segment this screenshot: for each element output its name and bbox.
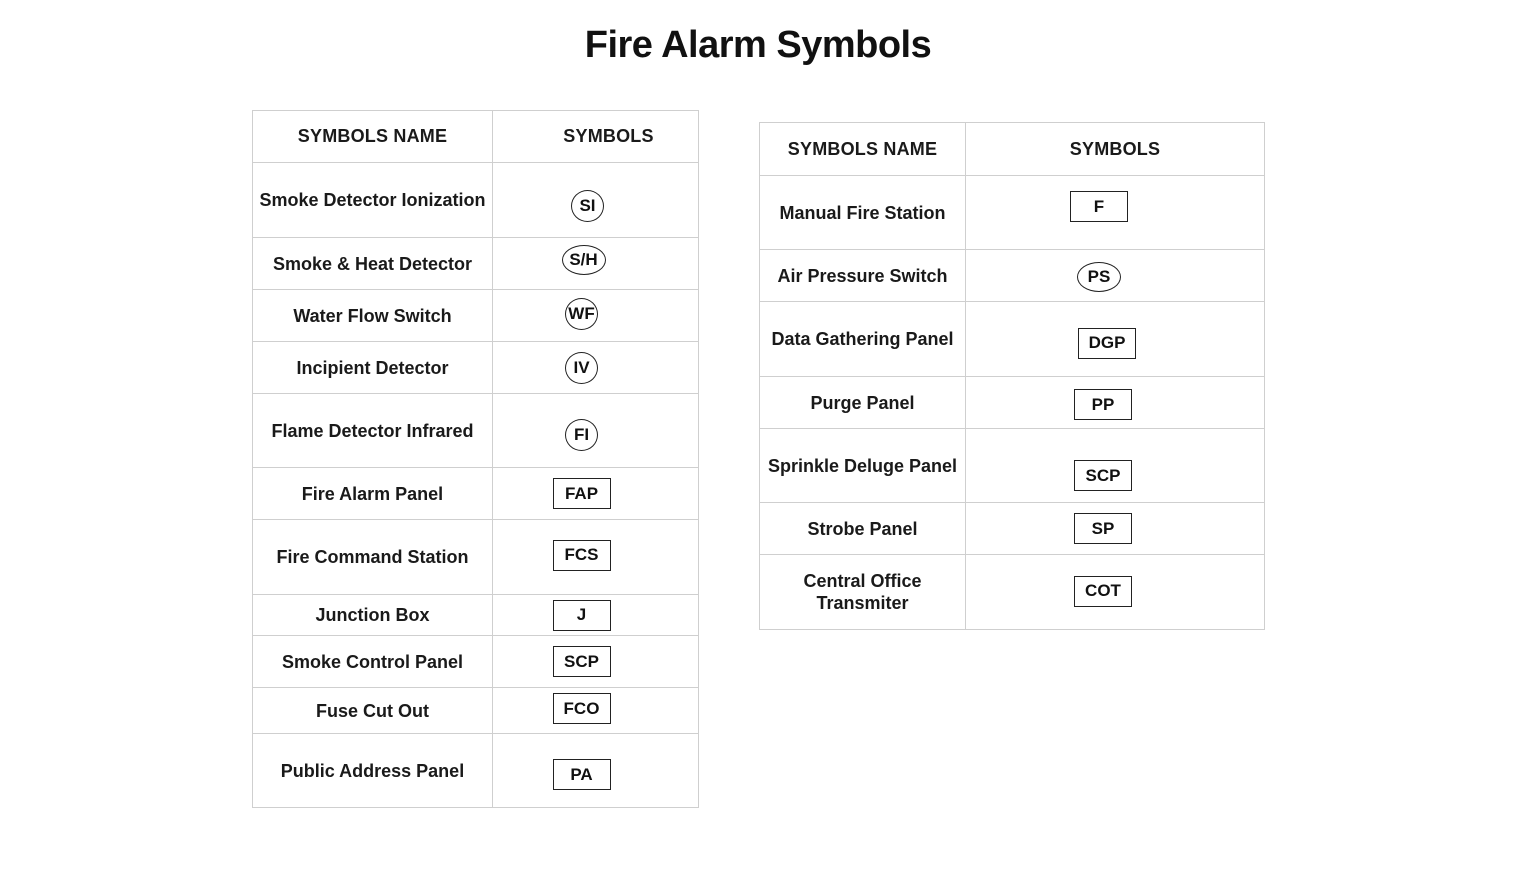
symbol-cell bbox=[966, 503, 1265, 555]
symbol-wrapper bbox=[565, 419, 598, 451]
symbol-name-cell: Data Gathering Panel bbox=[760, 302, 966, 377]
symbol-ellipse: S/H bbox=[562, 245, 606, 275]
symbol-box: J bbox=[553, 600, 611, 631]
symbol-name-cell: Strobe Panel bbox=[760, 503, 966, 555]
symbol-wrapper bbox=[1078, 328, 1136, 359]
symbol-box: SP bbox=[1074, 513, 1132, 544]
symbol-wrapper bbox=[553, 646, 611, 677]
symbol-box: F bbox=[1070, 191, 1128, 222]
symbol-ellipse: PS bbox=[1077, 262, 1121, 292]
symbol-wrapper bbox=[553, 540, 611, 571]
symbol-cell bbox=[966, 302, 1265, 377]
symbol-cell bbox=[966, 429, 1265, 503]
symbol-wrapper bbox=[562, 245, 606, 275]
symbol-cell bbox=[493, 394, 699, 468]
symbol-cell bbox=[493, 342, 699, 394]
table-row bbox=[253, 342, 699, 394]
table-row bbox=[253, 734, 699, 808]
right-symbols-table bbox=[759, 122, 1265, 630]
symbol-box: COT bbox=[1074, 576, 1132, 607]
header-symbols-name: SYMBOLS NAME bbox=[253, 111, 493, 163]
symbol-name-cell: Fire Alarm Panel bbox=[253, 468, 493, 520]
symbol-wrapper bbox=[1074, 460, 1132, 491]
page-title: Fire Alarm Symbols bbox=[584, 24, 932, 66]
symbol-cell bbox=[493, 163, 699, 238]
symbol-cell bbox=[966, 377, 1265, 429]
symbol-name-cell: Junction Box bbox=[253, 595, 493, 636]
symbol-wrapper bbox=[1077, 262, 1121, 292]
symbol-name-cell: Flame Detector Infrared bbox=[253, 394, 493, 468]
symbol-circle: SI bbox=[571, 190, 604, 222]
symbol-wrapper bbox=[1070, 191, 1128, 222]
table-row bbox=[253, 688, 699, 734]
symbol-name-cell: Public Address Panel bbox=[253, 734, 493, 808]
symbol-wrapper bbox=[1074, 513, 1132, 544]
symbol-cell bbox=[493, 734, 699, 808]
symbol-box: PP bbox=[1074, 389, 1132, 420]
symbol-box: FCO bbox=[553, 693, 611, 724]
symbol-box: SCP bbox=[553, 646, 611, 677]
symbol-name-cell: Central Office Transmiter bbox=[760, 555, 966, 630]
header-symbols-name: SYMBOLS NAME bbox=[760, 123, 966, 176]
symbol-cell bbox=[493, 468, 699, 520]
symbol-cell bbox=[966, 176, 1265, 250]
symbol-box: FAP bbox=[553, 478, 611, 509]
table-row bbox=[253, 636, 699, 688]
symbol-name-cell: Purge Panel bbox=[760, 377, 966, 429]
table-row bbox=[760, 555, 1265, 630]
table-row bbox=[253, 394, 699, 468]
symbol-name-cell: Manual Fire Station bbox=[760, 176, 966, 250]
left-symbols-table bbox=[252, 110, 699, 808]
table-row bbox=[760, 176, 1265, 250]
symbol-name-cell: Incipient Detector bbox=[253, 342, 493, 394]
symbol-circle: WF bbox=[565, 298, 598, 330]
table-row bbox=[760, 302, 1265, 377]
table-row bbox=[760, 429, 1265, 503]
symbol-wrapper bbox=[1074, 389, 1132, 420]
symbol-box: SCP bbox=[1074, 460, 1132, 491]
table-row bbox=[760, 503, 1265, 555]
symbol-name-cell: Fire Command Station bbox=[253, 520, 493, 595]
symbol-name-cell: Smoke Control Panel bbox=[253, 636, 493, 688]
symbol-name-cell: Fuse Cut Out bbox=[253, 688, 493, 734]
table-row bbox=[760, 250, 1265, 302]
symbol-cell bbox=[493, 520, 699, 595]
symbol-box: PA bbox=[553, 759, 611, 790]
table-row bbox=[760, 377, 1265, 429]
symbol-wrapper bbox=[553, 759, 611, 790]
symbol-wrapper bbox=[565, 352, 598, 384]
table-header-row bbox=[760, 123, 1265, 176]
symbol-box: FCS bbox=[553, 540, 611, 571]
table-row bbox=[253, 595, 699, 636]
symbol-cell bbox=[493, 636, 699, 688]
table-row bbox=[253, 468, 699, 520]
table-row bbox=[253, 520, 699, 595]
symbol-name-cell: Smoke Detector Ionization bbox=[253, 163, 493, 238]
symbol-cell bbox=[966, 250, 1265, 302]
symbol-wrapper bbox=[1074, 576, 1132, 607]
symbol-wrapper bbox=[553, 478, 611, 509]
symbol-wrapper bbox=[553, 600, 611, 631]
symbol-wrapper bbox=[553, 693, 611, 724]
symbol-cell bbox=[966, 555, 1265, 630]
symbol-cell bbox=[493, 688, 699, 734]
symbol-name-cell: Air Pressure Switch bbox=[760, 250, 966, 302]
symbol-circle: IV bbox=[565, 352, 598, 384]
symbol-name-cell: Sprinkle Deluge Panel bbox=[760, 429, 966, 503]
symbol-cell bbox=[493, 238, 699, 290]
symbol-cell bbox=[493, 290, 699, 342]
symbol-wrapper bbox=[571, 190, 604, 222]
symbol-box: DGP bbox=[1078, 328, 1136, 359]
symbol-wrapper bbox=[565, 298, 598, 330]
header-symbols: SYMBOLS bbox=[966, 123, 1265, 176]
table-row bbox=[253, 238, 699, 290]
table-row bbox=[253, 290, 699, 342]
symbol-circle: FI bbox=[565, 419, 598, 451]
symbol-cell bbox=[493, 595, 699, 636]
symbol-name-cell: Water Flow Switch bbox=[253, 290, 493, 342]
table-header-row bbox=[253, 111, 699, 163]
header-symbols: SYMBOLS bbox=[493, 111, 699, 163]
symbol-name-cell: Smoke & Heat Detector bbox=[253, 238, 493, 290]
table-row bbox=[253, 163, 699, 238]
